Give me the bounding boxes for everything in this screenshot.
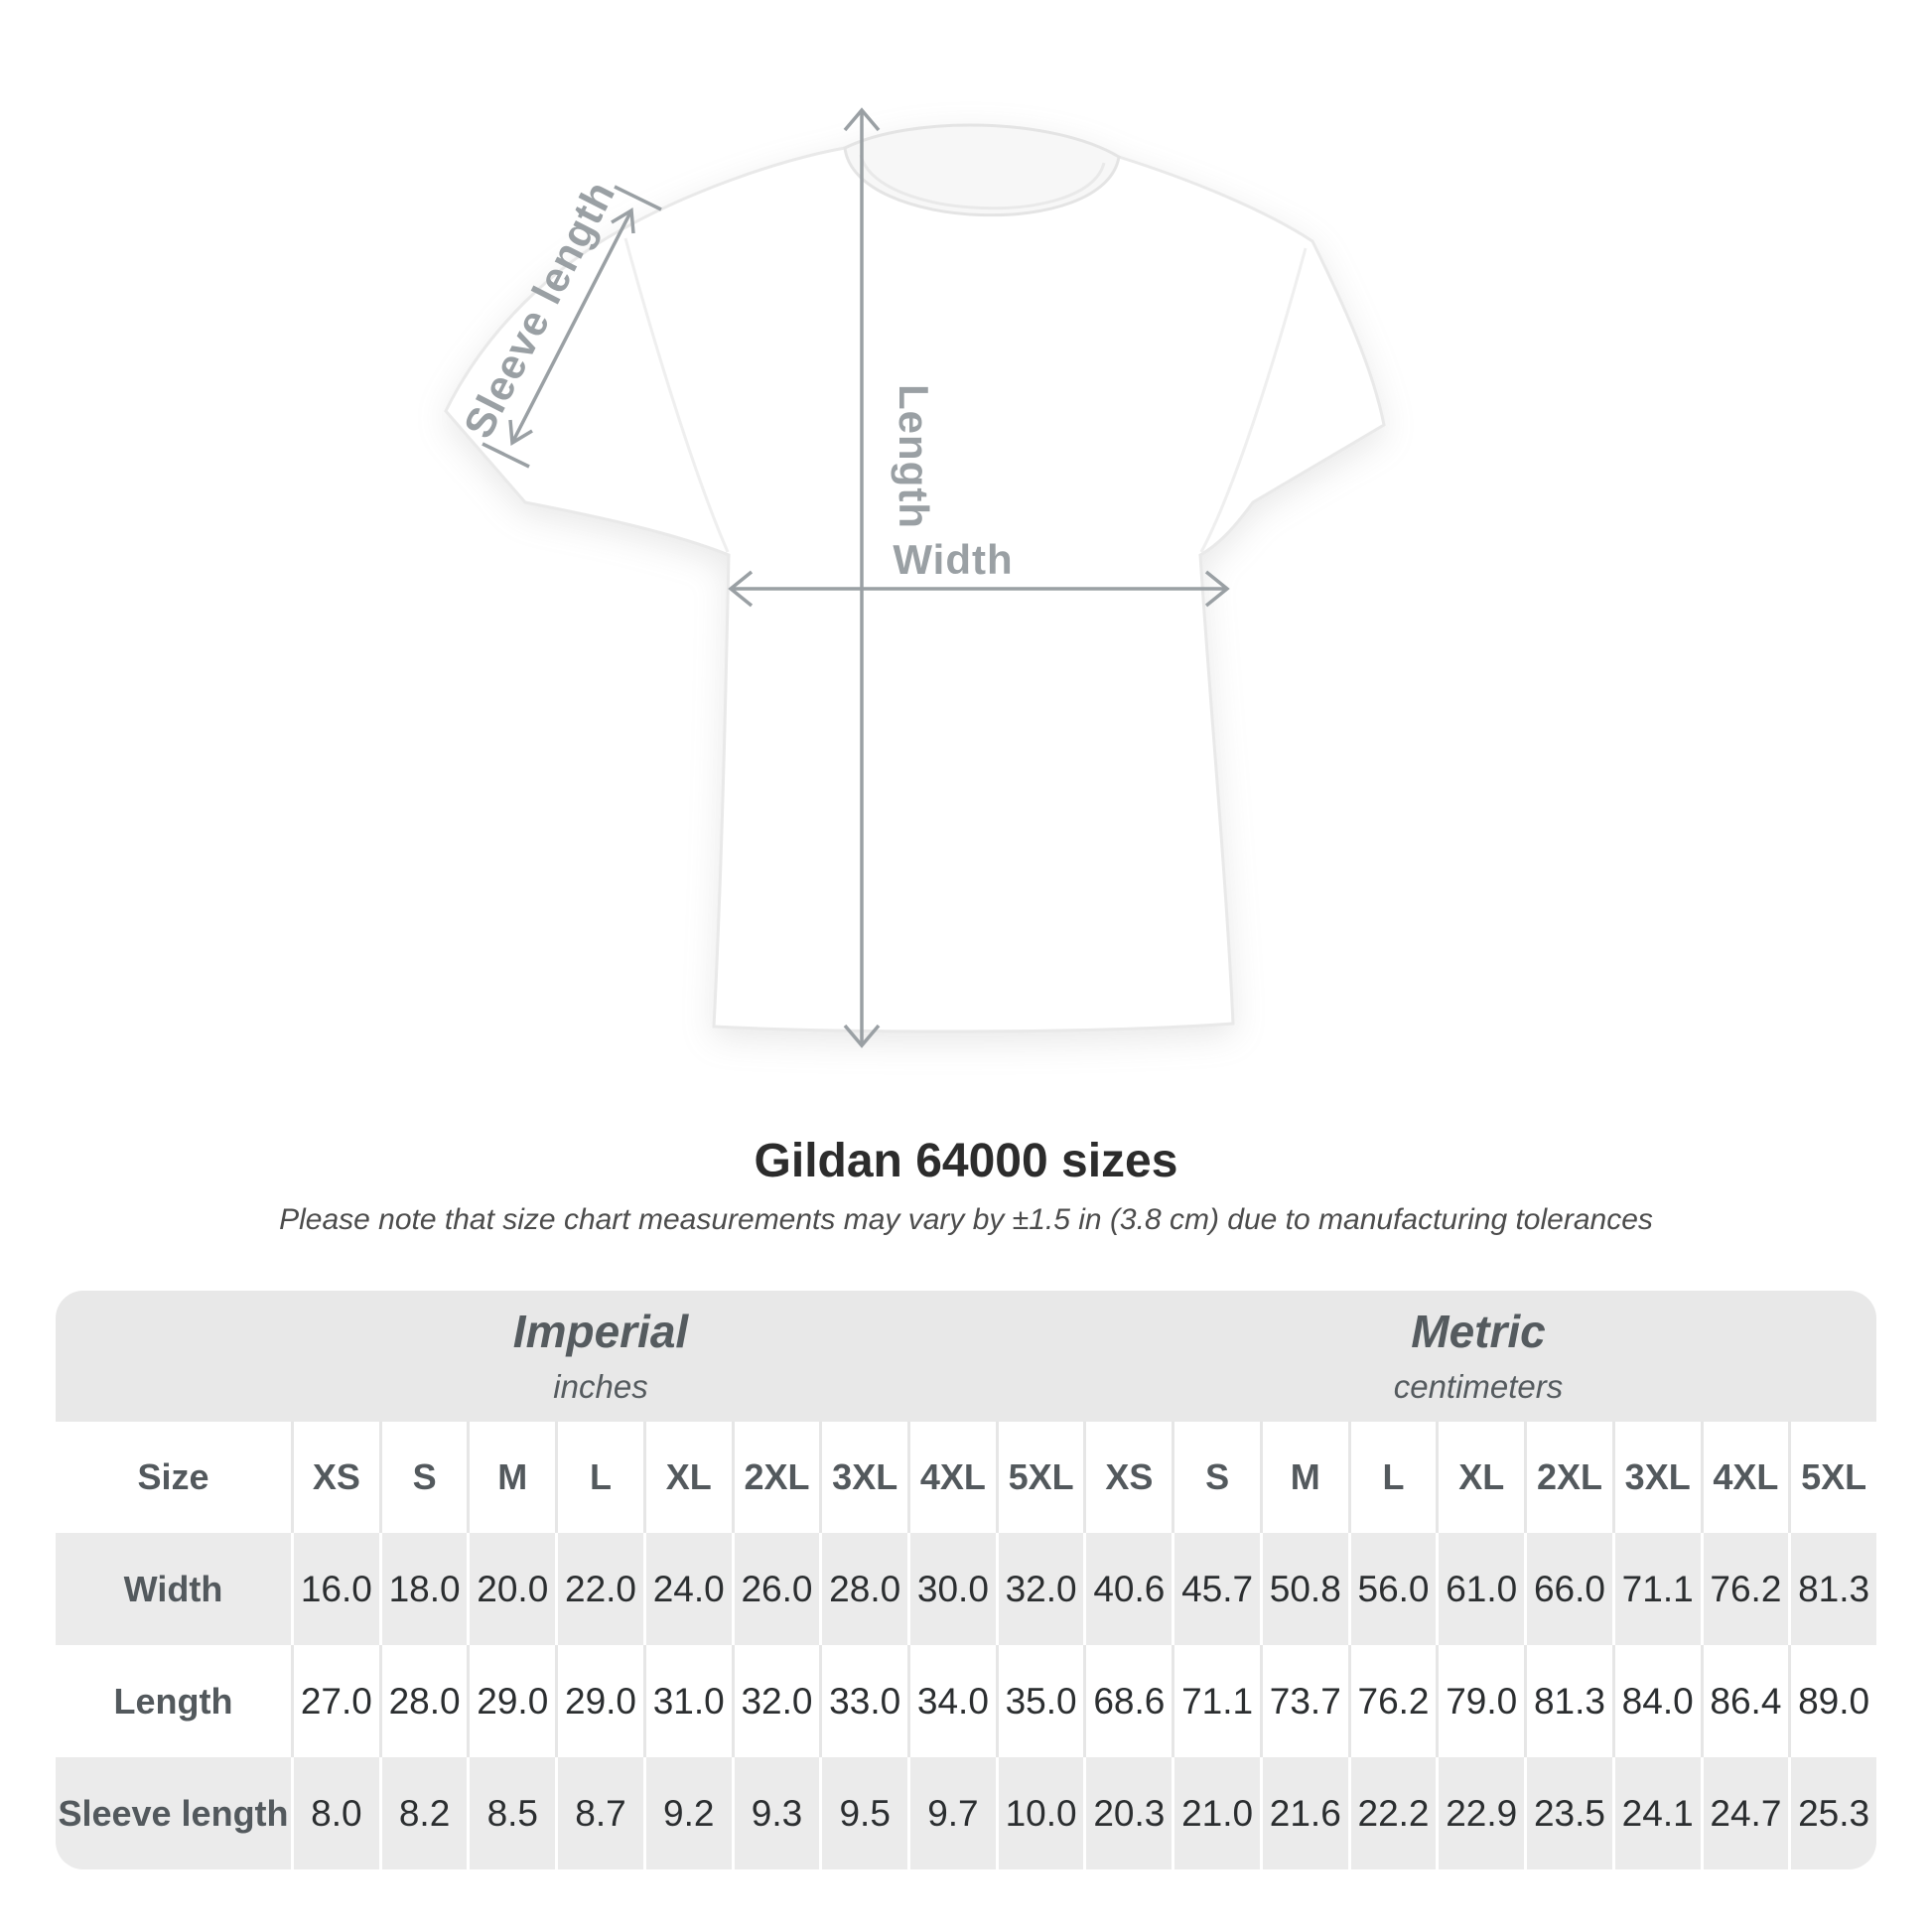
row-label-cell: Length bbox=[113, 1680, 233, 1722]
metric-unit: centimeters bbox=[1393, 1368, 1564, 1405]
imperial-unit-group bbox=[513, 1305, 688, 1406]
value-cell: 10.0 bbox=[996, 1757, 1084, 1869]
row-label-cell: Sleeve length bbox=[58, 1792, 289, 1834]
metric-unit-group bbox=[1394, 1305, 1564, 1406]
value-cell: 8.7 bbox=[555, 1757, 643, 1869]
value-cell: 32.0 bbox=[996, 1533, 1084, 1645]
size-table-body bbox=[56, 1533, 1876, 1869]
value-cell: 28.0 bbox=[379, 1645, 468, 1757]
value-cell: 73.7 bbox=[1260, 1645, 1348, 1757]
value-cell: 35.0 bbox=[996, 1645, 1084, 1757]
size-column-header: XL bbox=[643, 1422, 732, 1533]
value-cell: 81.3 bbox=[1788, 1533, 1876, 1645]
size-column-header: 5XL bbox=[1788, 1422, 1876, 1533]
value-cell: 76.2 bbox=[1701, 1533, 1789, 1645]
value-cell: 22.9 bbox=[1436, 1757, 1524, 1869]
value-cell: 22.2 bbox=[1348, 1757, 1437, 1869]
value-cell: 28.0 bbox=[819, 1533, 907, 1645]
size-header-row bbox=[56, 1422, 1876, 1533]
measurement-row bbox=[56, 1533, 1876, 1645]
size-column-header: 2XL bbox=[1524, 1422, 1612, 1533]
value-cell: 84.0 bbox=[1612, 1645, 1701, 1757]
value-cell: 66.0 bbox=[1524, 1533, 1612, 1645]
row-label-cell: Width bbox=[123, 1568, 223, 1609]
value-cell: 30.0 bbox=[907, 1533, 996, 1645]
value-cell: 31.0 bbox=[643, 1645, 732, 1757]
value-cell: 27.0 bbox=[291, 1645, 379, 1757]
value-cell: 20.0 bbox=[467, 1533, 555, 1645]
value-cell: 8.5 bbox=[467, 1757, 555, 1869]
value-cell: 71.1 bbox=[1612, 1533, 1701, 1645]
value-cell: 89.0 bbox=[1788, 1645, 1876, 1757]
value-cell: 8.0 bbox=[291, 1757, 379, 1869]
value-cell: 22.0 bbox=[555, 1533, 643, 1645]
size-column-header: XL bbox=[1436, 1422, 1524, 1533]
size-column-header: 3XL bbox=[819, 1422, 907, 1533]
value-cell: 76.2 bbox=[1348, 1645, 1437, 1757]
value-cell: 18.0 bbox=[379, 1533, 468, 1645]
value-cell: 23.5 bbox=[1524, 1757, 1612, 1869]
length-label: Length bbox=[891, 384, 937, 529]
size-column-header: 2XL bbox=[732, 1422, 820, 1533]
size-column-header: 4XL bbox=[1701, 1422, 1789, 1533]
value-cell: 9.7 bbox=[907, 1757, 996, 1869]
size-column-header: XS bbox=[291, 1422, 379, 1533]
value-cell: 24.1 bbox=[1612, 1757, 1701, 1869]
tolerance-note: Please note that size chart measurements may vary by ±1.5 in (3.8 cm) due to manufacturing tolerances bbox=[279, 1203, 1653, 1236]
size-column-header: M bbox=[1260, 1422, 1348, 1533]
value-cell: 9.5 bbox=[819, 1757, 907, 1869]
value-cell: 79.0 bbox=[1436, 1645, 1524, 1757]
size-column-header: S bbox=[379, 1422, 468, 1533]
size-column-header: S bbox=[1172, 1422, 1260, 1533]
value-cell: 9.2 bbox=[643, 1757, 732, 1869]
sleeve-length-label: Sleeve length bbox=[454, 173, 624, 446]
value-cell: 29.0 bbox=[555, 1645, 643, 1757]
value-cell: 32.0 bbox=[732, 1645, 820, 1757]
value-cell: 68.6 bbox=[1083, 1645, 1172, 1757]
value-cell: 24.0 bbox=[643, 1533, 732, 1645]
measurement-row bbox=[56, 1757, 1876, 1869]
value-cell: 21.0 bbox=[1172, 1757, 1260, 1869]
value-cell: 8.2 bbox=[379, 1757, 468, 1869]
value-cell: 45.7 bbox=[1172, 1533, 1260, 1645]
size-table bbox=[56, 1291, 1876, 1869]
size-column-header: XS bbox=[1083, 1422, 1172, 1533]
size-column-header: M bbox=[467, 1422, 555, 1533]
value-cell: 24.7 bbox=[1701, 1757, 1789, 1869]
size-header-cell: Size bbox=[137, 1456, 209, 1497]
value-cell: 34.0 bbox=[907, 1645, 996, 1757]
value-cell: 61.0 bbox=[1436, 1533, 1524, 1645]
value-cell: 25.3 bbox=[1788, 1757, 1876, 1869]
value-cell: 56.0 bbox=[1348, 1533, 1437, 1645]
metric-label: Metric bbox=[1411, 1306, 1546, 1357]
value-cell: 16.0 bbox=[291, 1533, 379, 1645]
value-cell: 9.3 bbox=[732, 1757, 820, 1869]
value-cell: 21.6 bbox=[1260, 1757, 1348, 1869]
unit-band bbox=[56, 1291, 1876, 1422]
measurement-row bbox=[56, 1645, 1876, 1757]
size-column-header: 5XL bbox=[996, 1422, 1084, 1533]
value-cell: 71.1 bbox=[1172, 1645, 1260, 1757]
value-cell: 29.0 bbox=[467, 1645, 555, 1757]
value-cell: 20.3 bbox=[1083, 1757, 1172, 1869]
size-column-header: L bbox=[1348, 1422, 1437, 1533]
value-cell: 86.4 bbox=[1701, 1645, 1789, 1757]
size-column-header: L bbox=[555, 1422, 643, 1533]
imperial-label: Imperial bbox=[512, 1306, 689, 1357]
value-cell: 26.0 bbox=[732, 1533, 820, 1645]
width-label: Width bbox=[893, 536, 1014, 583]
size-column-header: 3XL bbox=[1612, 1422, 1701, 1533]
value-cell: 50.8 bbox=[1260, 1533, 1348, 1645]
value-cell: 81.3 bbox=[1524, 1645, 1612, 1757]
value-cell: 33.0 bbox=[819, 1645, 907, 1757]
value-cell: 40.6 bbox=[1083, 1533, 1172, 1645]
page-title: Gildan 64000 sizes bbox=[754, 1135, 1178, 1187]
size-column-header: 4XL bbox=[907, 1422, 996, 1533]
imperial-unit: inches bbox=[553, 1368, 648, 1405]
